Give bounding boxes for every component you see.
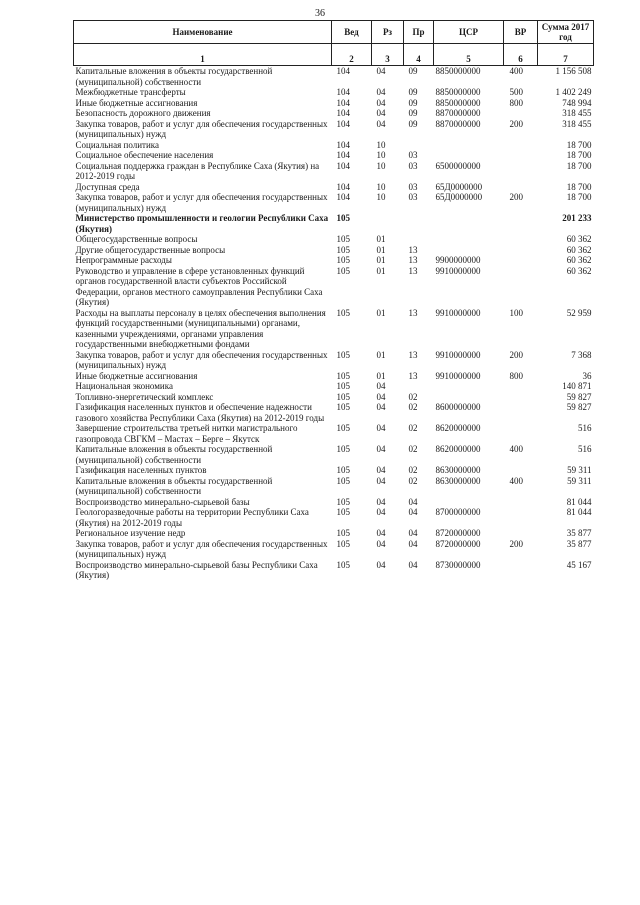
row-csr-code: 65Д0000000 [435,192,483,202]
table-row [74,108,594,119]
row-rz-code: 01 [376,255,386,265]
row-csr-code: 9910000000 [435,307,481,318]
row-sum: 318 455 [562,108,592,118]
table-row [74,539,594,560]
row-sum: 1 402 249 [555,87,592,97]
row-csr-code: 8620000000 [435,444,481,454]
row-sum: 52 959 [566,307,592,318]
row-pr-code: 13 [408,265,418,276]
table-row [74,150,594,161]
row-rz-code: 01 [376,307,386,318]
row-pr-code: 09 [408,108,418,118]
row-vr-code [504,266,538,308]
row-vr-code [504,528,538,539]
row-pr-code: 02 [408,444,418,454]
row-ved-code: 105 [336,381,350,391]
row-vr-code [504,560,538,581]
row-sum: 18 700 [566,160,592,171]
row-name: Расходы на выплаты персоналу в целях обеспечения выполнения функций государственными (муниципальными) органами, казенными учреждениями, органами управления государственными внебюджетными фондами [75,307,326,349]
row-ved-code: 105 [336,234,350,244]
table-row [74,192,594,213]
row-sum: 18 700 [566,139,592,150]
row-sum: 18 700 [566,192,592,202]
row-rz-code [372,213,404,234]
table-row [74,87,594,98]
row-rz-code: 10 [376,139,386,150]
row-rz-code: 04 [376,559,386,570]
row-csr-code [434,213,504,234]
row-vr-code [504,423,538,444]
row-sum: 516 [578,444,592,454]
column-number: 1 [74,44,332,66]
row-sum: 18 700 [566,150,592,160]
row-vr-code [504,213,538,234]
row-rz-code: 04 [376,66,386,76]
table-row [74,119,594,140]
row-name: Социальная поддержка граждан в Республике Саха (Якутия) на 2012-2019 годы [75,160,320,181]
row-csr-code: 8700000000 [435,507,481,517]
row-csr-code [434,381,504,392]
row-name: Социальное обеспечение населения [75,150,214,160]
row-rz-code: 01 [376,370,386,381]
row-pr-code: 03 [408,181,418,192]
table-row [74,371,594,382]
table-row [74,255,594,266]
row-name: Министерство промышленности и геологии Республики Саха (Якутия) [75,213,329,234]
row-ved-code: 105 [336,349,350,360]
row-ved-code: 104 [336,97,350,108]
row-rz-code: 04 [376,475,386,486]
row-pr-code: 13 [408,244,418,255]
table-row [74,245,594,256]
row-pr-code: 04 [408,507,418,517]
row-pr-code: 03 [408,160,418,171]
table-row [74,476,594,497]
row-vr-code: 200 [509,538,523,549]
row-name: Межбюджетные трансферты [75,87,186,97]
row-ved-code: 105 [336,307,350,318]
table-row [74,423,594,444]
row-sum: 748 994 [562,97,592,108]
row-sum: 60 362 [566,265,592,276]
table-row [74,182,594,193]
table-row [74,444,594,465]
row-pr-code: 13 [408,255,418,265]
row-name: Воспроизводство минерально-сырьевой базы Республики Саха (Якутия) [75,559,318,580]
row-ved-code: 105 [336,507,350,517]
row-pr-code: 09 [408,118,418,129]
row-vr-code [504,392,538,403]
row-ved-code: 104 [336,192,350,202]
row-csr-code: 9910000000 [435,370,481,381]
row-sum: 18 700 [566,181,592,192]
row-ved-code: 105 [336,559,350,570]
row-ved-code: 105 [336,244,350,255]
table-row [74,161,594,182]
row-csr-code: 8600000000 [435,402,481,412]
row-pr-code: 09 [408,97,418,108]
row-ved-code: 105 [336,423,350,433]
column-number: 5 [434,44,504,66]
row-ved-code: 105 [336,213,350,223]
row-rz-code: 10 [376,192,386,202]
row-rz-code: 04 [376,391,386,402]
row-csr-code: 8630000000 [435,465,481,475]
table-row [74,266,594,308]
row-sum: 81 044 [566,496,592,507]
row-sum: 81 044 [566,507,592,517]
header-row [74,21,594,44]
row-csr-code: 8730000000 [435,559,481,570]
row-name: Воспроизводство минерально-сырьевой базы [75,496,250,507]
row-name: Иные бюджетные ассигнования [75,97,198,108]
row-vr-code: 400 [509,66,523,76]
row-rz-code: 04 [376,402,386,412]
row-sum: 140 871 [562,381,592,391]
row-pr-code: 02 [408,475,418,486]
row-csr-code: 8870000000 [435,118,481,129]
row-rz-code: 04 [376,496,386,507]
row-name: Непрограммные расходы [75,255,172,265]
row-vr-code: 200 [509,192,523,202]
row-sum: 7 368 [571,349,592,360]
header-sum: Сумма 2017 год [538,21,594,44]
row-ved-code: 104 [336,150,350,160]
table-row [74,213,594,234]
row-rz-code: 04 [376,507,386,517]
table-row [74,465,594,476]
row-pr-code: 02 [408,465,418,475]
budget-table [73,20,594,581]
row-sum: 35 877 [566,538,592,549]
header-ved: Вед [332,21,372,44]
row-name: Руководство и управление в сфере установленных функций органов государственной власти субъектов Российской Федерации, органов местного самоуправления Республики Саха (Якутия) [75,265,323,307]
row-rz-code: 04 [376,528,386,538]
row-name: Закупка товаров, работ и услуг для обеспечения государственных (муниципальных) нужд [75,118,328,139]
row-name: Топливно-энергетический комплекс [75,391,214,402]
row-ved-code: 104 [336,160,350,171]
row-sum: 59 311 [567,475,592,486]
table-body [74,66,594,581]
row-csr-code [434,150,504,161]
row-rz-code: 10 [376,150,386,160]
header-csr: ЦСР [434,21,504,44]
row-sum: 35 877 [566,528,592,538]
row-ved-code: 104 [336,66,350,76]
header-vr: ВР [504,21,538,44]
row-rz-code: 01 [376,244,386,255]
column-number: 6 [504,44,538,66]
row-ved-code: 104 [336,139,350,150]
row-rz-code: 10 [376,181,386,192]
row-pr-code: 04 [408,528,418,538]
row-csr-code: 8720000000 [435,528,481,538]
row-pr-code [404,381,434,392]
row-name: Геологоразведочные работы на территории Республики Саха (Якутия) на 2012-2019 годы [75,507,309,528]
row-name: Закупка товаров, работ и услуг для обеспечения государственных (муниципальных) нужд [75,192,328,213]
row-ved-code: 104 [336,87,350,97]
row-pr-code: 03 [408,150,418,160]
row-ved-code: 105 [336,391,350,402]
row-rz-code: 04 [376,465,386,475]
row-vr-code [504,255,538,266]
row-vr-code: 200 [509,349,523,360]
row-ved-code: 105 [336,265,350,276]
column-number: 4 [404,44,434,66]
header-pr: Пр [404,21,434,44]
row-rz-code: 04 [376,87,386,97]
row-vr-code [504,245,538,256]
row-sum: 1 156 508 [555,66,592,76]
row-sum: 201 233 [562,213,592,223]
row-csr-code: 8630000000 [435,475,481,486]
row-pr-code: 04 [408,496,418,507]
row-csr-code: 8620000000 [435,423,481,433]
row-pr-code: 04 [408,559,418,570]
column-number: 7 [538,44,594,66]
row-sum: 59 827 [566,402,592,412]
row-ved-code: 105 [336,475,350,486]
row-csr-code: 8850000000 [435,97,481,108]
row-sum: 36 [582,370,592,381]
row-rz-code: 04 [376,538,386,549]
row-pr-code [404,234,434,245]
row-pr-code: 09 [408,87,418,97]
row-name: Доступная среда [75,181,140,192]
row-vr-code [504,182,538,193]
row-rz-code: 04 [376,97,386,108]
row-csr-code: 8850000000 [435,87,481,97]
table-row [74,507,594,528]
row-ved-code: 104 [336,181,350,192]
row-name: Национальная экономика [75,381,173,391]
row-csr-code [434,140,504,151]
row-pr-code: 02 [408,391,418,402]
row-sum: 516 [578,423,592,433]
row-csr-code: 8870000000 [435,108,481,118]
row-name: Капитальные вложения в объекты государственной (муниципальной) собственности [75,66,273,87]
row-vr-code: 200 [509,118,523,129]
row-pr-code [404,140,434,151]
table-row [74,308,594,350]
row-vr-code: 400 [509,444,523,454]
row-sum: 60 362 [566,234,592,244]
table-row [74,66,594,88]
column-number-row [74,44,594,66]
row-vr-code [504,465,538,476]
row-csr-code [434,497,504,508]
row-ved-code: 105 [336,528,350,538]
row-pr-code [404,213,434,234]
row-ved-code: 105 [336,402,350,412]
table-row [74,528,594,539]
table-row [74,392,594,403]
table-row [74,140,594,151]
row-vr-code [504,381,538,392]
row-rz-code: 01 [376,234,386,244]
row-rz-code: 01 [376,265,386,276]
header-name: Наименование [74,21,332,44]
row-vr-code [504,234,538,245]
row-sum: 60 362 [566,255,592,265]
row-ved-code: 105 [336,538,350,549]
row-csr-code: 6500000000 [435,160,481,171]
row-name: Газификация населенных пунктов и обеспечение надежности газового хозяйства Республики Саха (Якутия) на 2012-2019 годы [75,402,325,423]
row-csr-code: 9900000000 [435,255,481,265]
row-ved-code: 105 [336,255,350,265]
row-ved-code: 104 [336,118,350,129]
table-row [74,350,594,371]
row-ved-code: 105 [336,496,350,507]
row-rz-code: 04 [376,423,386,433]
row-pr-code: 13 [408,370,418,381]
row-vr-code: 400 [509,475,523,486]
row-sum: 59 311 [567,465,592,475]
column-number: 2 [332,44,372,66]
row-csr-code [434,234,504,245]
row-pr-code: 03 [408,192,418,202]
row-name: Капитальные вложения в объекты государственной (муниципальной) собственности [75,475,273,496]
row-name: Общегосударственные вопросы [75,234,198,244]
row-rz-code: 04 [376,118,386,129]
row-vr-code: 800 [509,370,523,381]
row-name: Закупка товаров, работ и услуг для обеспечения государственных (муниципальных) нужд [75,538,328,559]
row-name: Завершение строительства третьей нитки магистрального газопровода СВГКМ – Мастах – Берге – Якутск [75,423,298,444]
row-csr-code: 9910000000 [435,349,481,360]
row-vr-code [504,497,538,508]
row-ved-code: 104 [336,108,350,118]
row-name: Газификация населенных пунктов [75,465,207,475]
column-number: 3 [372,44,404,66]
row-csr-code [434,245,504,256]
row-vr-code [504,150,538,161]
row-csr-code [434,392,504,403]
table-row [74,234,594,245]
row-rz-code: 04 [376,444,386,454]
row-csr-code: 8720000000 [435,538,481,549]
row-pr-code: 04 [408,538,418,549]
row-csr-code: 8850000000 [435,66,481,76]
row-vr-code: 500 [509,87,523,97]
row-ved-code: 105 [336,465,350,475]
row-rz-code: 04 [376,108,386,118]
table-row [74,497,594,508]
row-sum: 45 167 [566,559,592,570]
row-vr-code: 100 [509,307,523,318]
row-rz-code: 04 [376,381,386,391]
row-rz-code: 10 [376,160,386,171]
row-sum: 60 362 [566,244,592,255]
row-vr-code [504,140,538,151]
row-name: Безопасность дорожного движения [75,108,211,118]
row-pr-code: 09 [408,66,418,76]
row-name: Капитальные вложения в объекты государственной (муниципальной) собственности [75,444,273,465]
table-row [74,381,594,392]
row-pr-code: 02 [408,402,418,412]
row-name: Другие общегосударственные вопросы [75,244,226,255]
row-name: Иные бюджетные ассигнования [75,370,198,381]
row-name: Региональное изучение недр [75,528,186,538]
row-vr-code [504,108,538,119]
row-csr-code: 9910000000 [435,265,481,276]
row-vr-code: 800 [509,97,523,108]
page-number: 36 [315,8,325,19]
row-sum: 318 455 [562,118,592,129]
header-rz: Рз [372,21,404,44]
table-row [74,402,594,423]
row-vr-code [504,402,538,423]
table-row [74,560,594,581]
row-vr-code [504,161,538,182]
row-ved-code: 105 [336,444,350,454]
row-rz-code: 01 [376,349,386,360]
row-csr-code: 65Д0000000 [435,181,483,192]
row-name: Закупка товаров, работ и услуг для обеспечения государственных (муниципальных) нужд [75,349,328,370]
row-ved-code: 105 [336,370,350,381]
row-vr-code [504,507,538,528]
table-row [74,98,594,109]
row-name: Социальная политика [75,139,159,150]
row-pr-code: 13 [408,349,418,360]
row-pr-code: 02 [408,423,418,433]
row-sum: 59 827 [566,391,592,402]
row-pr-code: 13 [408,307,418,318]
